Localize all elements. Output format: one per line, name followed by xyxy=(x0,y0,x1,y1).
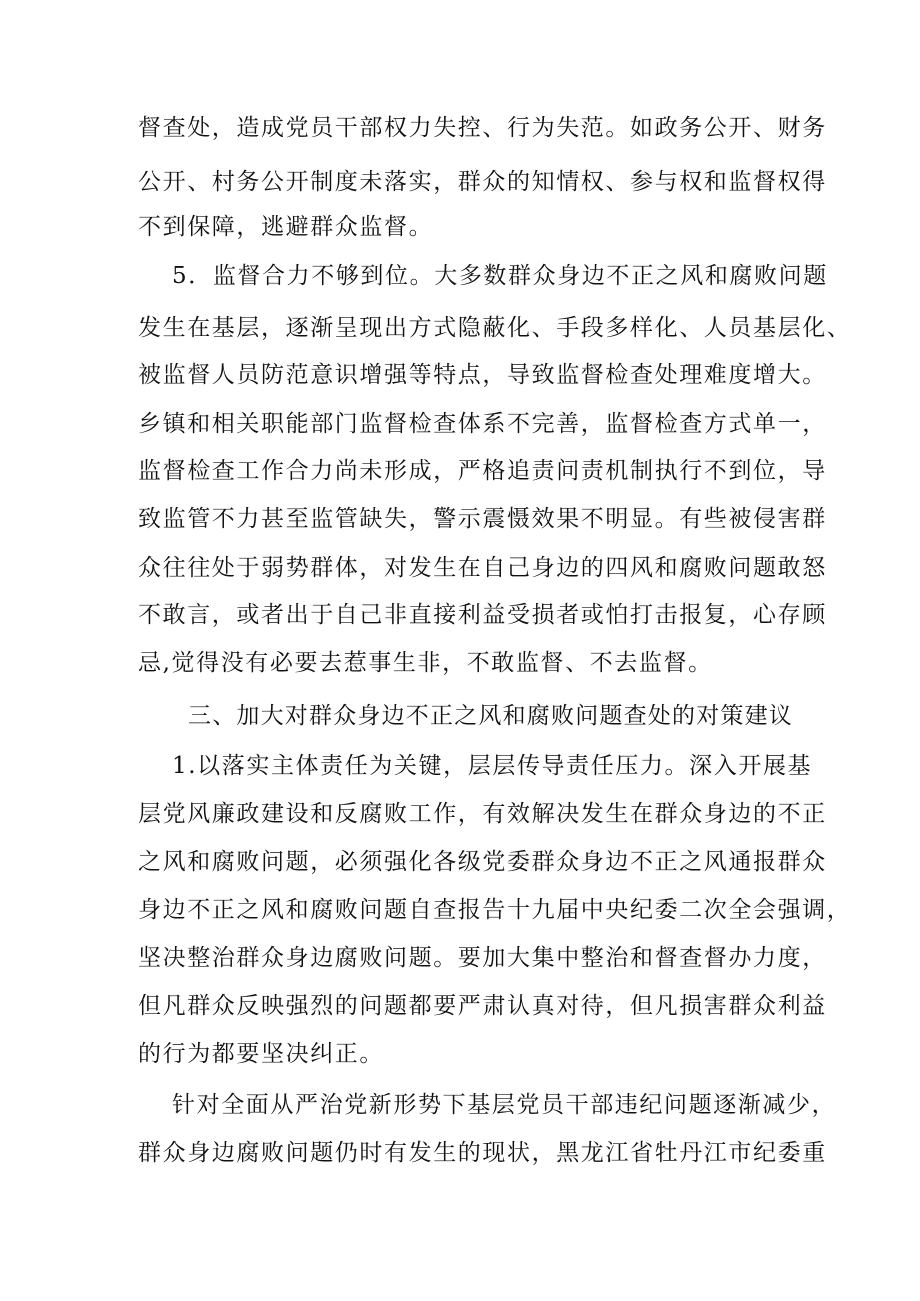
paragraph-line: 5．监督合力不够到位。大多数群众身边不正之风和腐败问题 xyxy=(172,263,828,289)
section-heading: 三、加大对群众身边不正之风和腐败问题查处的对策建议 xyxy=(188,703,793,729)
paragraph-line: 被监督人员防范意识增强等特点，导致监督检查处理难度增大。 xyxy=(138,362,827,388)
paragraph-line: 发生在基层，逐渐呈现出方式隐蔽化、手段多样化、人员基层化、 xyxy=(138,315,852,341)
paragraph-line: 层党风廉政建设和反腐败工作，有效解决发生在群众身边的不正 xyxy=(138,801,827,827)
paragraph-line: 致监管不力甚至监管缺失，警示震慑效果不明显。有些被侵害群 xyxy=(138,506,827,532)
paragraph-line: 不到保障，逃避群众监督。 xyxy=(138,214,434,240)
paragraph-line: 身边不正之风和腐败问题自查报告十九届中央纪委二次全会强调， xyxy=(138,897,852,923)
paragraph-line: 但凡群众反映强烈的问题都要严肃认真对待，但凡损害群众利益 xyxy=(138,993,827,1019)
paragraph-line: 乡镇和相关职能部门监督检查体系不完善，监督检查方式单一， xyxy=(138,411,827,437)
paragraph-line: 忌,觉得没有必要去惹事生非，不敢监督、不去监督。 xyxy=(138,650,713,676)
paragraph-line: 众往往处于弱势群体，对发生在自己身边的四风和腐败问题敢怒 xyxy=(138,555,827,581)
paragraph-line: 监督检查工作合力尚未形成，严格追责问责机制执行不到位，导 xyxy=(138,458,827,484)
paragraph-line: 1.以落实主体责任为关键，层层传导责任压力。深入开展基 xyxy=(172,753,813,779)
paragraph-line: 不敢言，或者出于自己非直接利益受损者或怕打击报复，心存顾 xyxy=(138,602,827,628)
paragraph-line: 之风和腐败问题，必须强化各级党委群众身边不正之风通报群众 xyxy=(138,849,827,875)
paragraph-line: 督查处，造成党员干部权力失控、行为失范。如政务公开、财务 xyxy=(138,115,827,141)
paragraph-line: 公开、村务公开制度未落实，群众的知情权、参与权和监督权得 xyxy=(138,169,827,195)
paragraph-line: 的行为都要坚决纠正。 xyxy=(138,1041,384,1067)
paragraph-line: 群众身边腐败问题仍时有发生的现状，黑龙江省牡丹江市纪委重 xyxy=(138,1140,827,1166)
paragraph-line: 坚决整治群众身边腐败问题。要加大集中整治和督查督办力度， xyxy=(138,945,827,971)
paragraph-line: 针对全面从严治党新形势下基层党员干部违纪问题逐渐减少， xyxy=(172,1092,837,1118)
